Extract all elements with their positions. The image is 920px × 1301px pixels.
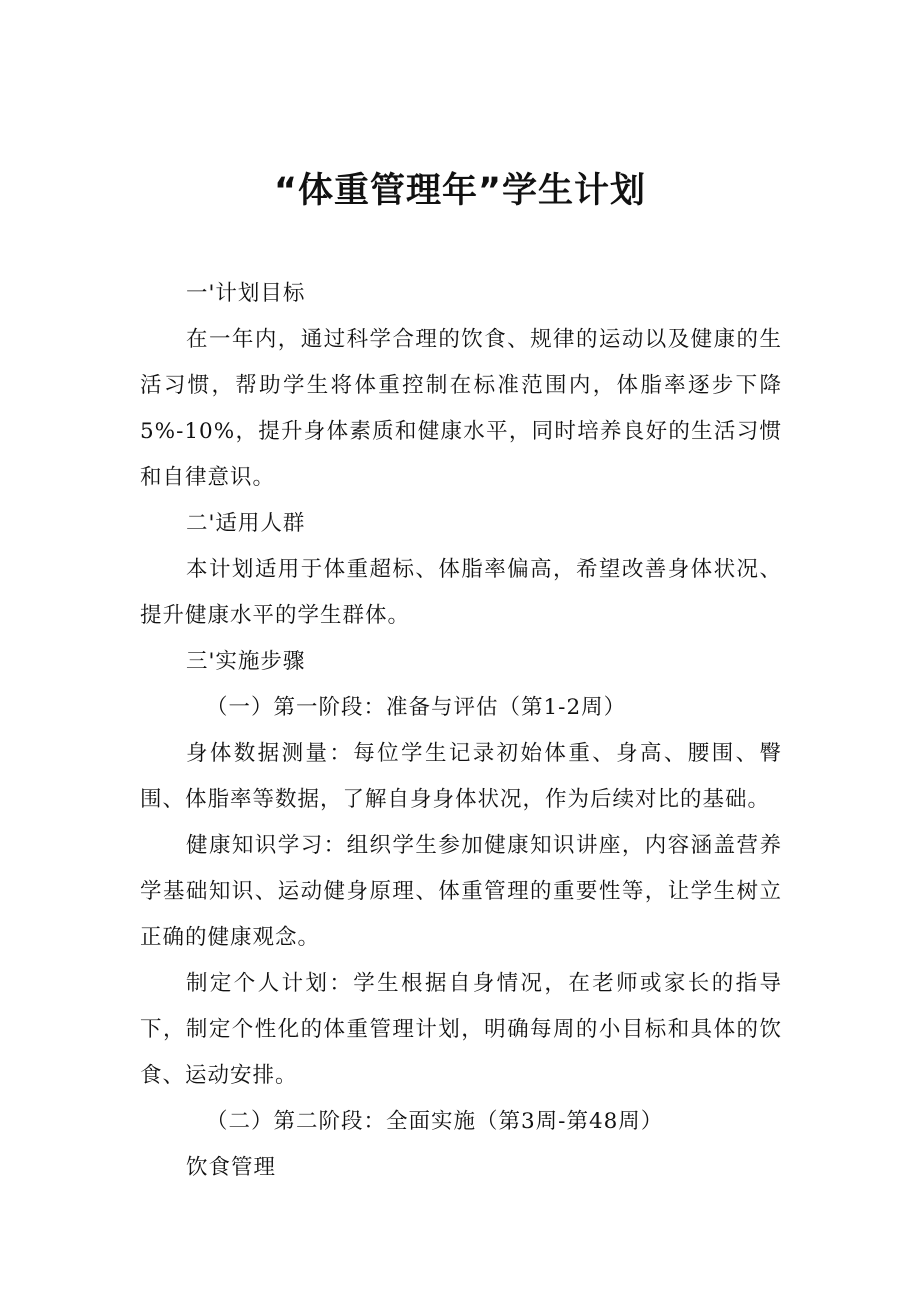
audience-paragraph: 本计划适用于体重超标、体脂率偏高，希望改善身体状况、提升健康水平的学生群体。 [140,557,782,628]
phase2-subheading-diet: 饮食管理 [186,1155,277,1180]
phase2-title: （二）第二阶段：全面实施（第3周-第48周） [206,1109,664,1134]
section-heading-audience: 二'适用人群 [186,511,306,536]
phase1-paragraph-knowledge: 健康知识学习：组织学生参加健康知识讲座，内容涵盖营养学基础知识、运动健身原理、体重管理的重要性等，让学生树立正确的健康观念。 [140,833,782,950]
document-body [140,271,782,1191]
phase1-paragraph-plan: 制定个人计划：学生根据自身情况，在老师或家长的指导下，制定个性化的体重管理计划，明确每周的小目标和具体的饮食、运动安排。 [140,971,782,1088]
phase1-paragraph-measurement: 身体数据测量：每位学生记录初始体重、身高、腰围、臀围、体脂率等数据，了解自身身体状况，作为后续对比的基础。 [140,741,782,812]
document-title: “体重管理年”学生计划 [273,171,646,211]
section-heading-steps: 三'实施步骤 [186,649,306,674]
phase1-title: （一）第一阶段：准备与评估（第1-2周） [206,695,627,720]
section-heading-goals: 一'计划目标 [186,281,306,306]
goals-paragraph: 在一年内，通过科学合理的饮食、规律的运动以及健康的生活习惯，帮助学生将体重控制在标准范围内，体脂率逐步下降5%-10%，提升身体素质和健康水平，同时培养良好的生活习惯和自律意识。 [140,327,782,490]
